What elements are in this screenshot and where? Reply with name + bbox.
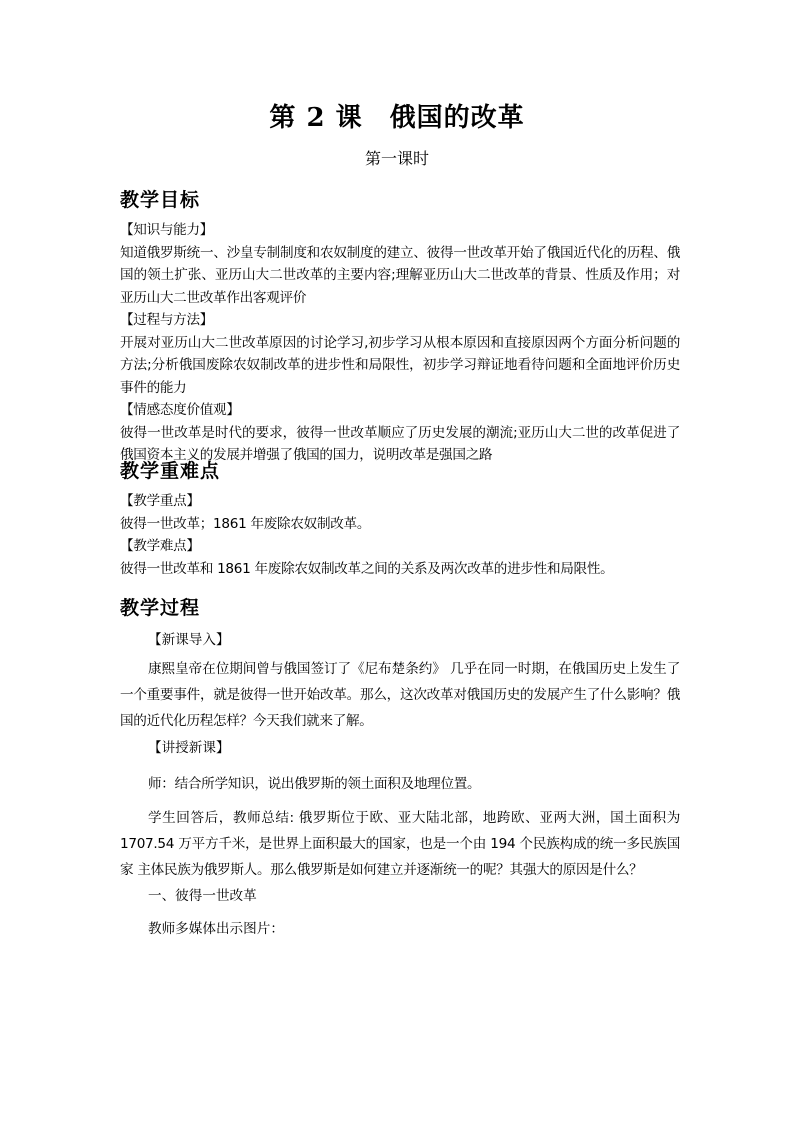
teacher-question: 师：结合所学知识，说出俄罗斯的领土面积及地理位置。 [148,776,481,792]
focus-label: 【教学重点】 [120,493,200,509]
knowledge-label: 【知识与能力】 [120,222,214,238]
section-one-title: 一、彼得一世改革 [148,888,257,904]
key-points-section [120,490,680,580]
emotion-text: 彼得一世改革是时代的要求，彼得一世改革顺应了历史发展的潮流;亚历山大二世的改革促进了俄国资本主义的发展并增强了俄国的国力，说明改革是强国之路 [120,424,680,463]
lecture-label: 【讲授新课】 [148,740,230,756]
process-heading: 教学过程 [120,597,201,619]
intro-paragraph: 康熙皇帝在位期间曾与俄国签订了《尼布楚条约》 几乎在同一时期，在俄国历史上发生了一个重要事件，就是彼得一世开始改革。那么，这次改革对俄国历史的发展产生了什么影响？俄国的近代化历程怎样？今天我们就来了解。 [120,661,680,729]
document-subtitle: 第一课时 [364,149,429,168]
objectives-heading: 教学目标 [120,189,201,211]
emotion-label: 【情感态度价值观】 [120,402,240,418]
process-method-label: 【过程与方法】 [120,312,214,328]
intro-label: 【新课导入】 [148,632,230,648]
teacher-summary: 学生回答后，教师总结: 俄罗斯位于欧、亚大陆北部，地跨欧、亚两大洲，国土面积为 1707.54 万平方千米，是世界上面积最大的国家，也是一个由 194 个民族构成的统一多民族国家 主体民族为俄罗斯人。那么俄罗斯是如何建立并逐渐统一的呢？其强大的原因是什么？ [120,810,680,878]
process-method-text: 开展对亚历山大二世改革原因的讨论学习,初步学习从根本原因和直接原因两个方面分析问题的方法;分析俄国废除农奴制改革的进步性和局限性，初步学习辩证地看待问题和全面地评价历史事件的能力 [120,334,680,396]
difficulty-text: 彼得一世改革和 1861 年废除农奴制改革之间的关系及两次改革的进步性和局限性。 [120,560,614,577]
media-note: 教师多媒体出示图片： [148,921,284,937]
focus-text: 彼得一世改革；1861 年废除农奴制改革。 [120,515,371,532]
objectives-section [120,219,680,467]
document-title: 第 2 课 俄国的改革 [269,103,525,133]
knowledge-text: 知道俄罗斯统一、沙皇专制制度和农奴制度的建立、彼得一世改革开始了俄国近代化的历程、俄国的领土扩张、亚历山大二世改革的主要内容;理解亚历山大二世改革的背景、性质及作用；对亚历山大二世改革作出客观评价 [120,244,680,306]
difficulty-label: 【教学难点】 [120,538,200,554]
key-points-heading: 教学重难点 [120,460,221,482]
